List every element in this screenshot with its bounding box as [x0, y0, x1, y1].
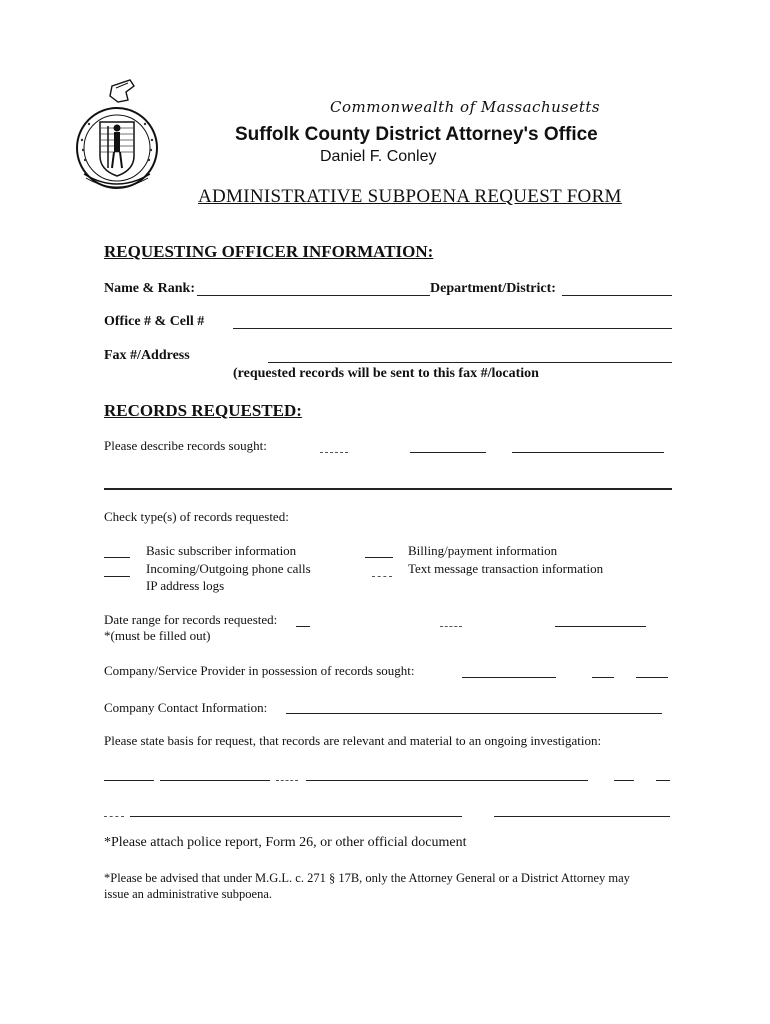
basis-dash-2: [104, 816, 124, 817]
basis-field-1[interactable]: [104, 780, 154, 781]
district-attorney-name: Daniel F. Conley: [320, 148, 437, 165]
commonwealth-heading: Commonwealth of Massachusetts: [330, 98, 601, 116]
basis-field-7[interactable]: [494, 816, 670, 817]
date-range-label: Date range for records requested:: [104, 612, 278, 627]
date-range-note: *(must be filled out): [104, 628, 211, 643]
advisory-line-2: issue an administrative subpoena.: [104, 887, 273, 901]
department-label: Department/District:: [430, 281, 556, 296]
basis-field-3[interactable]: [306, 780, 588, 781]
basic-subscriber-label: Basic subscriber information: [146, 543, 297, 558]
form-title: ADMINISTRATIVE SUBPOENA REQUEST FORM: [198, 186, 622, 207]
describe-records-field[interactable]: [410, 452, 486, 453]
basis-field-4[interactable]: [614, 780, 634, 781]
ip-logs-label: IP address logs: [146, 578, 225, 593]
contact-label: Company Contact Information:: [104, 700, 268, 715]
incoming-outgoing-label: Incoming/Outgoing phone calls: [146, 561, 311, 576]
office-cell-label: Office # & Cell #: [104, 314, 205, 329]
fax-address-field[interactable]: [268, 362, 672, 363]
text-message-label: Text message transaction information: [408, 561, 604, 576]
records-section-heading: RECORDS REQUESTED:: [104, 401, 302, 420]
attach-note: *Please attach police report, Form 26, or other official document: [104, 835, 467, 850]
incoming-outgoing-check[interactable]: [104, 576, 130, 577]
describe-records-field-2[interactable]: [512, 452, 664, 453]
provider-label: Company/Service Provider in possession of records sought:: [104, 663, 415, 678]
basis-dash-1: [276, 780, 298, 781]
office-title: Suffolk County District Attorney's Office: [235, 124, 598, 145]
name-rank-label: Name & Rank:: [104, 281, 195, 296]
office-cell-field[interactable]: [233, 328, 672, 329]
describe-records-label: Please describe records sought:: [104, 438, 267, 453]
officer-section-heading: REQUESTING OFFICER INFORMATION:: [104, 242, 434, 261]
provider-field[interactable]: [462, 677, 556, 678]
provider-field-2[interactable]: [592, 677, 614, 678]
date-range-field-2[interactable]: [555, 626, 646, 627]
date-range-dash: [440, 626, 462, 627]
massachusetts-seal-icon: [72, 78, 162, 193]
check-types-label: Check type(s) of records requested:: [104, 509, 289, 524]
contact-field[interactable]: [286, 713, 662, 714]
describe-records-field-3[interactable]: [104, 488, 672, 490]
provider-field-3[interactable]: [636, 677, 668, 678]
fax-note: (requested records will be sent to this fax #/location: [233, 366, 539, 381]
advisory-line-1: *Please be advised that under M.G.L. c. 271 § 17B, only the Attorney General or a District Attorney may: [104, 871, 630, 885]
name-rank-field[interactable]: [197, 295, 430, 296]
department-field[interactable]: [562, 295, 672, 296]
billing-payment-label: Billing/payment information: [408, 543, 558, 558]
basis-field-6[interactable]: [130, 816, 462, 817]
basis-field-5[interactable]: [656, 780, 670, 781]
basic-subscriber-check[interactable]: [104, 557, 130, 558]
basis-field-2[interactable]: [160, 780, 270, 781]
describe-dash-1: [320, 452, 348, 453]
billing-payment-check[interactable]: [365, 557, 393, 558]
date-range-field[interactable]: [296, 626, 310, 627]
fax-address-label: Fax #/Address: [104, 348, 190, 363]
basis-label: Please state basis for request, that records are relevant and material to an ongoing investigation:: [104, 733, 602, 748]
text-message-check[interactable]: [372, 576, 392, 577]
